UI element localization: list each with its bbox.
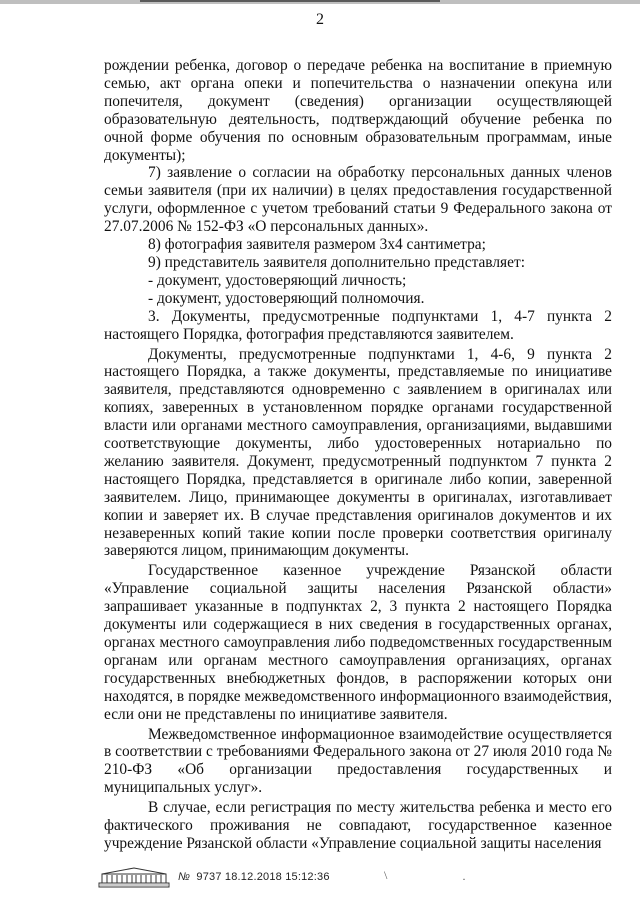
scan-top-shadow	[140, 0, 440, 2]
paragraph-item-7: 7) заявление о согласии на обработку персональных данных членов семьи заявителя (при их наличии) в целях предоставления государственной услуги, оформленное с учетом требований статьи 9 Федерального закона от 27.07.2006 № 152-ФЗ «О персональных данных».	[104, 164, 612, 236]
paragraph-interagency: Межведомственное информационное взаимодействие осуществляется в соответствии с требованиями Федерального закона от 27 июля 2010 года № 210-ФЗ «Об организации предоставления государственных и муниципальных услуг».	[104, 725, 612, 797]
number-sign: №	[178, 871, 191, 883]
page-number: 2	[316, 11, 324, 28]
registration-stamp	[178, 871, 330, 883]
paragraph-item-9-sub-1: - документ, удостоверяющий личность;	[148, 271, 407, 289]
paragraph-item-8: 8) фотография заявителя размером 3х4 сантиметра;	[148, 236, 486, 254]
paragraph-continuation: рождении ребенка, договор о передаче ребенка на воспитание в приемную семью, акт органа опеки и попечительства о назначении опекуна или попечителя, документ (сведения) организации осуществляющей образовательную деятельность, подтверждающий обучение ребенка по очной форме обучения по основным образовательным программам, иные документы);	[104, 57, 612, 164]
scan-speck: ·	[462, 872, 466, 886]
building-logo-icon	[98, 866, 170, 888]
footer	[98, 866, 330, 888]
paragraph-registration: В случае, если регистрация по месту жительства ребенка и место его фактического проживания не совпадают, государственное казенное учреждение Рязанской области «Управление социальной защиты населения	[104, 799, 612, 852]
paragraph-item-9: 9) представитель заявителя дополнительно представляет:	[148, 253, 525, 271]
document-body	[104, 57, 612, 853]
paragraph-documents: Документы, предусмотренные подпунктами 1, 4-6, 9 пункта 2 настоящего Порядка, а также документы, представляемые по инициативе заявителя, представляются одновременно с заявлением в оригиналах или копиях, заверенных в установленном порядке органами государственной власти или органами местного самоуправления, организациями, выдавшими соответствующие документы, либо удостоверенных нотариально по желанию заявителя. Документ, предусмотренный подпунктом 7 пункта 2 настоящего Порядка, представляется в оригинале либо копии, заверенной заявителем. Лицо, принимающее документы в оригиналах, изготавливает копии и заверяет их. В случае представления оригиналов документов и их незаверенных копий такие копии после проверки соответствия оригиналу заверяются лицом, принимающим документы.	[104, 345, 612, 560]
paragraph-institution: Государственное казенное учреждение Рязанской области «Управление социальной защиты населения Рязанской области» запрашивает указанные в подпунктах 2, 3 пункта 2 настоящего Порядка документы или содержащиеся в них сведения в государственных органах, органах местного самоуправления либо подведомственных государственным органам или органам местного самоуправления организациях, органах государственных внебюджетных фондов, в распоряжении которых они находятся, в порядке межведомственного информационного взаимодействия, если они не представлены по инициативе заявителя.	[104, 562, 612, 723]
scan-speck: \	[384, 868, 388, 882]
paragraph-point-3: 3. Документы, предусмотренные подпунктами 1, 4-7 пункта 2 настоящего Порядка, фотография представляются заявителем.	[104, 307, 612, 343]
registration-number-date: 9737 18.12.2018 15:12:36	[196, 871, 330, 883]
paragraph-item-9-sub-2: - документ, удостоверяющий полномочия.	[148, 289, 425, 307]
